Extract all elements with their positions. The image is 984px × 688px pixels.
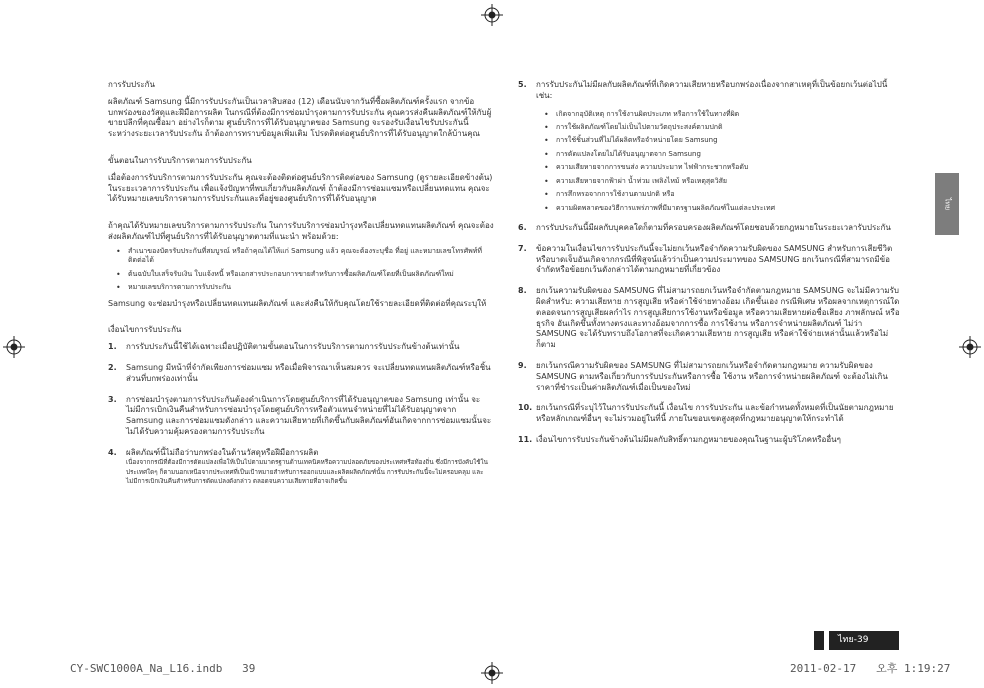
item-number: 9. [518, 361, 527, 371]
procedure-section [108, 156, 494, 205]
item-number: 8. [518, 286, 527, 296]
exclusion-bullet-list [544, 110, 904, 214]
list-item: • การดัดแปลงโดยไม่ได้รับอนุญาตจาก Samsung [544, 150, 904, 159]
condition-item [108, 395, 494, 438]
item-text: การซ่อมบำรุงตามการรับประกันต้องดำเนินการโดยศูนย์บริการที่ได้รับอนุญาตของ Samsung เท่านั้น จะไม่มีการเบิกเงินคืนสำหรับการซ่อมบำรุงโดยศูนย์บริการหรือตัวแทนจำหน่ายที่ไม่ได้รับอนุญาตจาก Samsung และการซ่อมแซมดังกล่าว และความเสียหายที่เกิดขึ้นกับผลิตภัณฑ์อันเกิดจากการซ่อมแซมนั้นจะไม่ได้รับความคุ้มครองตามการรับประกัน [126, 394, 492, 436]
item-number: 4. [108, 447, 117, 457]
service-bullet-list [116, 247, 494, 293]
service-text: ถ้าคุณได้รับหมายเลขบริการตามการรับประกัน ในการรับบริการซ่อมบำรุงหรือเปลี่ยนทดแทนผลิตภัณฑ์ คุณจะต้องส่งผลิตภัณฑ์ไปที่ศูนย์บริการที่ได้รับอนุญาตตามที่แนะนำ พร้อมด้วย: [108, 221, 494, 241]
list-item: • ความผิดพลาดของวิธีการแพร่ภาพที่มีมาตรฐานผลิตภัณฑ์ในแต่ละประเทศ [544, 204, 904, 213]
item-text: ยกเว้นความรับผิดของ SAMSUNG ที่ไม่สามารถยกเว้นหรือจำกัดตามกฎหมาย SAMSUNG จะไม่มีความรับผิดสำหรับ: ความเสียหาย การสูญเสีย หรือค่าใช้จ่ายทางอ้อม เกิดขึ้นเอง กรณีพิเศษ หรือผลจากเหตุการณ์ใด ตลอดจนการสูญเสียผลกำไร การสูญเสียการใช้งานหรือข้อมูล หรือความเสียหายต่อชื่อเสียง ภาพลักษณ์ หรือธุรกิจ อันเกิดขึ้นทั้งทางตรงและทางอ้อมจากการซื้อ การใช้งาน หรือการจำหน่ายผลิตภัณฑ์ ไม่ว่า SAMSUNG จะได้รับทราบถึงโอกาสที่จะเกิดความเสียหาย การสูญเสีย หรือค่าใช้จ่ายเหล่านั้นแล้วหรือไม่ก็ตาม [536, 286, 900, 350]
intro-heading: การรับประกัน [108, 80, 155, 89]
condition-item [518, 244, 904, 276]
item-text: การรับประกันไม่มีผลกับผลิตภัณฑ์ที่เกิดความเสียหายหรือบกพร่องเนื่องจากสาเหตุที่เป็นข้อยกเว้นต่อไปนี้ เช่น: [536, 80, 888, 100]
list-item: • ต้นฉบับใบเสร็จรับเงิน ใบแจ้งหนี้ หรือเอกสารประกอบการขายสำหรับการซื้อผลิตภัณฑ์โดยที่เป็นผลิตภัณฑ์ใหม่ [116, 270, 494, 279]
condition-item [108, 342, 494, 353]
left-column [108, 80, 494, 496]
item-text: การรับประกันนี้ใช้ได้เฉพาะเมื่อปฏิบัติตามขั้นตอนในการรับบริการตามการรับประกันข้างต้นเท่านั้น [126, 342, 460, 352]
condition-item [108, 363, 494, 385]
item-text: Samsung มีหน้าที่จำกัดเพียงการซ่อมแซม หรือเมื่อพิจารณาเห็นสมควร จะเปลี่ยนทดแทนผลิตภัณฑ์หรือชิ้นส่วนที่บกพร่องเท่านั้น [126, 362, 491, 383]
registration-mark-bottom-icon [481, 662, 503, 684]
registration-mark-top-icon [481, 4, 503, 26]
language-side-tab-label: ไทย [943, 197, 952, 211]
condition-item [108, 448, 494, 486]
footer-timestamp: 2011-02-17 오후 1:19:27 [790, 662, 951, 675]
conditions-section [108, 325, 494, 486]
item-text: ผลิตภัณฑ์นี้ไม่ถือว่าบกพร่องในด้านวัสดุหรือฝีมือการผลิต [126, 447, 319, 457]
condition-item [518, 361, 904, 393]
condition-item [518, 80, 904, 213]
condition-item [518, 403, 904, 425]
list-item: • ความเสียหายจากการขนส่ง ความประมาท ไฟฟ้ากระชากหรือดับ [544, 163, 904, 172]
service-after-text: Samsung จะซ่อมบำรุงหรือเปลี่ยนทดแทนผลิตภัณฑ์ และส่งคืนให้กับคุณโดยใช้รายละเอียดที่ติดต่อที่คุณระบุให้ [108, 298, 487, 308]
item-text: ยกเว้นกรณีที่ระบุไว้ในการรับประกันนี้ เงื่อนไข การรับประกัน และข้อกำหนดทั้งหมดที่เป็นนัยตามกฎหมายหรือหลักเกณฑ์อื่นๆ จะไม่รวมอยู่ในที่นี้ ภายในขอบเขตสูงสุดที่กฎหมายอนุญาตให้กระทำได้ [536, 403, 894, 424]
service-section [108, 221, 494, 309]
procedure-heading: ขั้นตอนในการรับบริการตามการรับประกัน [108, 155, 252, 165]
list-item: • เกิดจากอุบัติเหตุ การใช้งานผิดประเภท หรือการใช้ในทางที่ผิด [544, 110, 904, 119]
intro-section [108, 80, 494, 140]
intro-text: ผลิตภัณฑ์ Samsung นี้มีการรับประกันเป็นเวลาสิบสอง (12) เดือนนับจากวันที่ซื้อผลิตภัณฑ์ครั้งแรก จากข้อบกพร่องของวัสดุและฝีมือการผลิต ในกรณีที่ต้องมีการซ่อมบำรุงตามการรับประกัน คุณควรส่งคืนผลิตภัณฑ์ให้กับผู้ขายปลีกที่คุณซื้อมา อย่างไรก็ตาม ศูนย์บริการที่ได้รับอนุญาตของ Samsung จะรองรับเงื่อนไขรับประกันนี้ระหว่างระยะเวลารับประกัน ถ้าต้องการทราบข้อมูลเพิ่มเติม โปรดติดต่อศูนย์บริการที่ได้รับอนุญาตใกล้บ้านคุณ [108, 96, 492, 139]
item-text: การรับประกันนี้มีผลกับบุคคลใดก็ตามที่ครอบครองผลิตภัณฑ์โดยชอบด้วยกฎหมายในระยะเวลารับประกัน [536, 223, 891, 233]
list-item: • ความเสียหายจากฟ้าผ่า น้ำท่วม เพลิงไหม้ หรือเหตุสุดวิสัย [544, 177, 904, 186]
item-number: 6. [518, 223, 527, 233]
conditions-heading: เงื่อนไขการรับประกัน [108, 325, 182, 335]
badge-stripe [824, 631, 829, 650]
item-number: 11. [518, 435, 533, 445]
item-number: 1. [108, 342, 117, 352]
registration-mark-right-icon [959, 336, 981, 358]
registration-mark-left-icon [3, 336, 25, 358]
footer-file-info: CY-SWC1000A_Na_L16.indb 39 [70, 662, 256, 675]
item-number: 2. [108, 362, 117, 372]
list-item: • การใช้ผลิตภัณฑ์โดยไม่เป็นไปตามวัตถุประสงค์ตามปกติ [544, 123, 904, 132]
page-number-badge [814, 631, 899, 650]
item-number: 5. [518, 80, 527, 89]
condition-item [518, 223, 904, 234]
procedure-text: เมื่อต้องการรับบริการตามการรับประกัน คุณจะต้องติดต่อศูนย์บริการติดต่อของ Samsung (ดูรายละเอียดข้างต้น) ในระยะเวลาการรับประกัน เพื่อแจ้งปัญหาที่พบเกี่ยวกับผลิตภัณฑ์ ถ้าต้องมีการซ่อมแซมหรือเปลี่ยนทดแทน คุณจะได้รับหมายเลขบริการตามการรับประกันและที่อยู่ของศูนย์บริการที่ได้รับอนุญาต [108, 172, 493, 204]
condition-item [518, 286, 904, 351]
list-item: • การใช้ชิ้นส่วนที่ไม่ได้ผลิตหรือจำหน่ายโดย Samsung [544, 136, 904, 145]
list-item: • สำเนาของบัตรรับประกันที่สมบูรณ์ หรือถ้าคุณได้ให้แก่ Samsung แล้ว คุณจะต้องระบุชื่อ ที่อยู่ และหมายเลขโทรศัพท์ที่ติดต่อได้ [116, 247, 494, 266]
condition-item [518, 435, 904, 446]
item-small-text: เนื่องจากกรณีที่ต้องมีการดัดแปลงเพื่อให้เป็นไปตามมาตรฐานด้านเทคนิคหรือความปลอดภัยของประเทศหรือท้องถิ่น ซึ่งมีการบังคับใช้ในประเทศใดๆ ก็ตามนอกเหนือจากประเทศที่เป็นเป้าหมายสำหรับการออกแบบและผลิตผลิตภัณฑ์นั้น การรับประกันนี้จะไม่ครอบคลุม และไม่มีการเบิกเงินคืนสำหรับการดัดแปลงดังกล่าว ตลอดจนความเสียหายที่อาจเกิดขึ้น [126, 459, 488, 485]
item-text: ยกเว้นกรณีความรับผิดของ SAMSUNG ที่ไม่สามารถยกเว้นหรือจำกัดตามกฎหมาย ความรับผิดของ SAMSUNG ตามหรือเกี่ยวกับการรับประกันหรือการซื้อ ใช้งาน หรือการจำหน่ายผลิตภัณฑ์ จะต้องไม่เกินราคาที่ชำระเป็นค่าผลิตภัณฑ์เมื่อเป็นของใหม่ [536, 361, 888, 392]
right-column [518, 80, 904, 456]
item-number: 3. [108, 394, 117, 404]
item-text: เงื่อนไขการรับประกันข้างต้นไม่มีผลกับสิทธิ์ตามกฎหมายของคุณในฐานะผู้บริโภคหรืออื่นๆ [536, 435, 841, 445]
list-item: • การสึกหรอจากการใช้งานตามปกติ หรือ [544, 190, 904, 199]
item-number: 7. [518, 243, 527, 253]
item-text: ข้อความในเงื่อนไขการรับประกันนี้จะไม่ยกเว้นหรือจำกัดความรับผิดของ SAMSUNG สำหรับการเสียชีวิตหรือบาดเจ็บอันเกิดจากกรณีที่พิสูจน์แล้วว่าเป็นความประมาทของ SAMSUNG ยกเว้นกรณีที่สามารถมีข้อจำกัดหรือข้อยกเว้นดังกล่าวได้ตามกฎหมายที่เกี่ยวข้อง [536, 243, 893, 275]
page-number-label: ไทย-39 [838, 635, 869, 645]
language-side-tab [935, 173, 959, 235]
list-item: • หมายเลขบริการตามการรับประกัน [116, 283, 494, 292]
item-number: 10. [518, 403, 533, 413]
